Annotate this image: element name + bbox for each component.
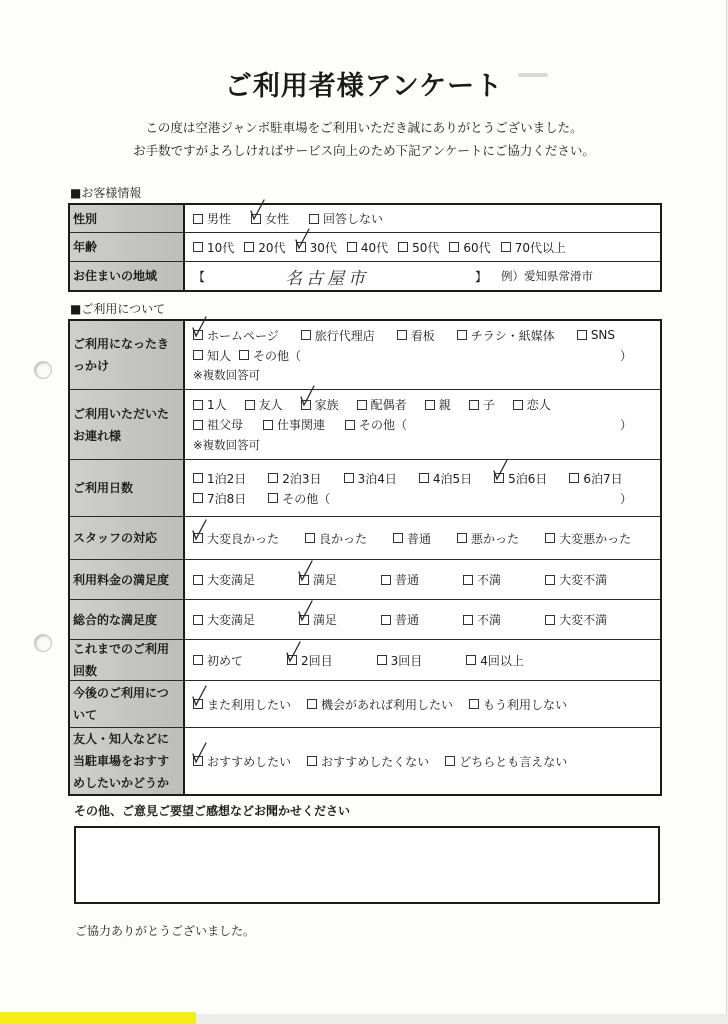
checkbox-option-label: 親 (438, 398, 451, 412)
checkbox-option[interactable] (419, 470, 472, 487)
checkbox-option-label: 30代 (309, 240, 337, 255)
checkbox-option-label: 70代以上 (514, 240, 566, 255)
checkbox-option[interactable] (577, 328, 615, 342)
checkbox-unchecked[interactable] (545, 575, 555, 585)
checkbox-option-label: 大変不満 (559, 573, 608, 587)
checkbox-option-label: 看板 (410, 328, 435, 343)
trigger-note: ※複数回答可 (193, 368, 261, 382)
checkbox-option-label: 4泊5日 (432, 471, 473, 486)
checkbox-unchecked[interactable] (449, 242, 459, 252)
checkbox-unchecked[interactable] (193, 350, 203, 360)
checkbox-option[interactable] (193, 530, 279, 547)
checkbox-checked[interactable] (193, 533, 203, 543)
future-options (193, 694, 652, 714)
overall-label: 総合的な満足度 (70, 600, 185, 639)
checkbox-unchecked[interactable] (501, 242, 511, 252)
thanks-message: ご協力ありがとうございました。 (75, 924, 256, 938)
checkbox-option[interactable] (193, 753, 291, 770)
checkbox-option-label: 3回目 (390, 653, 423, 668)
checkbox-option[interactable] (193, 652, 243, 669)
checkbox-option-label: 普通 (395, 613, 420, 627)
checkbox-option-label: その他（ (253, 348, 302, 363)
checkbox-unchecked[interactable] (193, 493, 203, 503)
checkbox-option[interactable] (301, 396, 339, 413)
customer-info-table (68, 203, 662, 292)
checkbox-unchecked[interactable] (419, 473, 429, 483)
companions-options-line1 (193, 395, 652, 415)
checkbox-unchecked[interactable] (193, 420, 203, 430)
checkbox-option[interactable] (193, 571, 255, 588)
checkbox-option[interactable] (305, 530, 367, 547)
region-handwritten-value: 名古屋市 (285, 269, 369, 289)
staff-label: スタッフの対応 (70, 517, 185, 559)
checkbox-unchecked[interactable] (577, 330, 587, 340)
recommend-row (70, 728, 660, 794)
comments-heading: その他、ご意見ご要望ご感想などお聞かせください (74, 804, 351, 818)
checkbox-option-label: おすすめしたい (207, 754, 292, 769)
checkbox-checked[interactable] (193, 330, 203, 340)
price-row (70, 560, 660, 600)
checkbox-option[interactable] (251, 210, 289, 227)
checkbox-option-label: 機会があれば利用したい (321, 697, 454, 712)
checkbox-option[interactable] (296, 239, 337, 256)
checkbox-option-label: 回答しない (323, 212, 384, 226)
overall-row (70, 600, 660, 640)
future-label: 今後のご利用について (70, 681, 185, 727)
checkbox-checked[interactable] (301, 400, 311, 410)
intro-line-2: お手数ですがよろしければサービス向上のため下記アンケートにご協力ください。 (133, 143, 595, 158)
checkbox-option[interactable] (345, 416, 407, 433)
checkbox-checked[interactable] (251, 214, 261, 224)
checkbox-option[interactable] (545, 571, 607, 588)
checkbox-checked[interactable] (299, 615, 309, 625)
checkbox-option-label: ホームページ (207, 328, 279, 343)
checkbox-option-label: その他（ (359, 418, 408, 432)
age-row (70, 233, 660, 262)
checkbox-unchecked[interactable] (425, 400, 435, 410)
checkbox-option[interactable] (344, 470, 397, 487)
checkbox-unchecked[interactable] (193, 214, 203, 224)
trigger-close-paren: ） (619, 348, 632, 363)
checkbox-option-label: 普通 (407, 531, 432, 546)
days-label: ご利用日数 (70, 460, 185, 516)
punch-hole (34, 634, 52, 652)
customer-section-heading: ■お客様情報 (70, 186, 142, 200)
usage-table (68, 319, 662, 796)
checkbox-option-label: 不満 (477, 613, 502, 627)
future-row (70, 681, 660, 728)
checkbox-option-label: どちらとも言えない (459, 754, 568, 769)
checkbox-option[interactable] (545, 530, 631, 547)
trigger-row (70, 321, 660, 390)
age-label: 年齢 (70, 233, 185, 261)
checkbox-unchecked[interactable] (457, 533, 467, 543)
checkbox-option-label: 40代 (360, 240, 389, 255)
checkbox-option-label: 不満 (477, 573, 502, 587)
checkbox-option[interactable] (193, 490, 246, 507)
usage-section-heading: ■ご利用について (70, 302, 166, 316)
checkbox-option[interactable] (469, 696, 567, 713)
checkbox-option[interactable] (357, 396, 407, 413)
checkbox-option[interactable] (268, 470, 321, 487)
checkbox-option[interactable] (193, 470, 246, 487)
checkbox-option[interactable] (193, 611, 255, 628)
checkbox-option-label: 2泊3日 (282, 471, 322, 486)
checkbox-unchecked[interactable] (357, 400, 367, 410)
checkbox-option-label: 家族 (314, 398, 339, 412)
checkbox-checked[interactable] (287, 655, 297, 665)
region-label: お住まいの地域 (70, 262, 185, 290)
checkbox-option[interactable] (193, 239, 234, 256)
checkbox-unchecked[interactable] (193, 473, 203, 483)
checkbox-option[interactable] (463, 571, 501, 588)
checkbox-option[interactable] (469, 396, 495, 413)
checkbox-unchecked[interactable] (245, 400, 255, 410)
checkbox-unchecked[interactable] (466, 655, 476, 665)
checkbox-unchecked[interactable] (393, 533, 403, 543)
checkbox-option[interactable] (545, 611, 607, 628)
checkbox-option[interactable] (449, 239, 490, 256)
recommend-options (193, 751, 652, 771)
checkbox-unchecked[interactable] (345, 420, 355, 430)
checkbox-option[interactable] (301, 327, 375, 344)
checkbox-option[interactable] (193, 327, 279, 344)
gender-options (193, 209, 652, 229)
checkbox-option-label: 大変満足 (207, 573, 256, 587)
checkbox-option[interactable] (307, 696, 453, 713)
checkbox-unchecked[interactable] (381, 575, 391, 585)
checkbox-option-label: 祖父母 (207, 418, 244, 432)
staff-row (70, 517, 660, 560)
scan-smudge (518, 73, 548, 77)
checkbox-option[interactable] (193, 347, 231, 364)
checkbox-option-label: 友人 (258, 398, 283, 412)
comments-textarea[interactable] (74, 826, 660, 904)
trigger-options-line1 (193, 325, 652, 345)
checkbox-unchecked[interactable] (381, 615, 391, 625)
checkbox-option-label: 仕事関連 (277, 418, 326, 432)
checkbox-option[interactable] (466, 652, 524, 669)
checkbox-option[interactable] (263, 416, 325, 433)
days-options-line1 (193, 468, 652, 488)
checkbox-option[interactable] (287, 652, 333, 669)
trigger-label: ご利用になったきっかけ (70, 321, 185, 389)
checkbox-option[interactable] (193, 396, 227, 413)
checkbox-unchecked[interactable] (463, 615, 473, 625)
trigger-options-line2 (193, 347, 301, 364)
visits-options (193, 650, 652, 670)
checkbox-unchecked[interactable] (193, 242, 203, 252)
checkbox-option-label: 3泊4日 (357, 471, 397, 486)
checkbox-option[interactable] (457, 530, 519, 547)
days-options-line2 (193, 490, 330, 507)
region-field[interactable] (193, 266, 652, 286)
checkbox-option[interactable] (268, 490, 330, 507)
checkbox-option-label: 50代 (412, 240, 440, 255)
checkbox-option-label: 普通 (395, 573, 420, 587)
checkbox-option-label: おすすめしたくない (321, 754, 430, 769)
checkbox-option-label: また利用したい (207, 697, 292, 712)
companions-close-paren: ） (619, 418, 632, 432)
checkbox-option[interactable] (244, 239, 285, 256)
punch-hole (34, 361, 52, 379)
checkbox-checked[interactable] (296, 242, 306, 252)
checkbox-option[interactable] (501, 239, 566, 256)
checkbox-option-label: 満足 (313, 573, 338, 587)
checkbox-option[interactable] (569, 470, 622, 487)
checkbox-unchecked[interactable] (268, 473, 278, 483)
checkbox-option-label: 配偶者 (370, 398, 407, 412)
companions-row (70, 390, 660, 460)
checkbox-option-label: 1人 (207, 398, 227, 412)
days-row (70, 460, 660, 517)
checkbox-option-label: 旅行代理店 (314, 328, 375, 343)
checkbox-option-label: 大変悪かった (559, 531, 632, 546)
checkbox-option[interactable] (445, 753, 567, 770)
checkbox-checked[interactable] (193, 699, 203, 709)
checkbox-checked[interactable] (299, 575, 309, 585)
checkbox-option[interactable] (398, 239, 439, 256)
checkbox-unchecked[interactable] (268, 493, 278, 503)
yellow-sticky-note (0, 1012, 196, 1024)
companions-options-line2 (193, 416, 407, 433)
checkbox-option-label: 満足 (313, 613, 338, 627)
checkbox-unchecked[interactable] (377, 655, 387, 665)
checkbox-unchecked[interactable] (307, 756, 317, 766)
days-close-paren: ） (619, 491, 632, 506)
checkbox-option-label: 5泊6日 (508, 471, 548, 486)
visits-row (70, 640, 660, 681)
companions-label: ご利用いただいたお連れ様 (70, 390, 185, 459)
checkbox-option[interactable] (494, 470, 547, 487)
checkbox-option-label: 女性 (265, 212, 290, 226)
checkbox-unchecked[interactable] (193, 615, 203, 625)
checkbox-unchecked[interactable] (469, 699, 479, 709)
checkbox-unchecked[interactable] (305, 533, 315, 543)
checkbox-unchecked[interactable] (469, 400, 479, 410)
checkbox-option-label: 10代 (207, 240, 235, 255)
checkbox-option-label: 6泊7日 (583, 471, 623, 486)
checkbox-option-label: 大変不満 (559, 613, 608, 627)
checkbox-unchecked[interactable] (193, 655, 203, 665)
checkbox-checked[interactable] (494, 473, 504, 483)
checkbox-option[interactable] (397, 327, 435, 344)
checkbox-option-label: 4回以上 (480, 653, 524, 668)
recommend-label: 友人・知人などに当駐車場をおすすめしたいかどうか (70, 728, 185, 794)
overall-options (193, 610, 652, 630)
checkbox-option-label: 大変良かった (207, 531, 280, 546)
age-options (193, 237, 652, 257)
region-close-bracket: 】 (475, 269, 488, 284)
checkbox-option-label: 良かった (319, 531, 368, 546)
checkbox-unchecked[interactable] (344, 473, 354, 483)
checkbox-option[interactable] (381, 611, 419, 628)
checkbox-unchecked[interactable] (263, 420, 273, 430)
checkbox-option-label: 子 (482, 398, 495, 412)
checkbox-option[interactable] (393, 530, 431, 547)
checkbox-option-label: その他（ (282, 491, 331, 506)
checkbox-option-label: 1泊2日 (207, 471, 247, 486)
checkbox-unchecked[interactable] (397, 330, 407, 340)
checkbox-option[interactable] (193, 416, 243, 433)
intro-line-1: この度は空港ジャンボ駐車場をご利用いただき誠にありがとうございました。 (145, 120, 583, 135)
checkbox-unchecked[interactable] (463, 575, 473, 585)
checkbox-option-label: 大変満足 (207, 613, 256, 627)
checkbox-option[interactable] (245, 396, 283, 413)
checkbox-unchecked[interactable] (301, 330, 311, 340)
checkbox-unchecked[interactable] (193, 575, 203, 585)
visits-label: これまでのご利用回数 (70, 640, 185, 680)
checkbox-option[interactable] (239, 347, 301, 364)
checkbox-option[interactable] (425, 396, 451, 413)
checkbox-unchecked[interactable] (545, 615, 555, 625)
gender-label: 性別 (70, 205, 185, 232)
companions-note: ※複数回答可 (193, 437, 261, 452)
page-title: ご利用者様アンケート (224, 71, 504, 102)
checkbox-option[interactable] (299, 571, 337, 588)
checkbox-unchecked[interactable] (193, 400, 203, 410)
checkbox-option[interactable] (299, 611, 337, 628)
checkbox-option[interactable] (457, 327, 555, 344)
checkbox-option-label: もう利用しない (483, 697, 568, 712)
checkbox-unchecked[interactable] (569, 473, 579, 483)
checkbox-option-label: SNS (590, 328, 616, 342)
checkbox-option-label: 60代 (463, 240, 491, 255)
checkbox-option-label: 初めて (207, 653, 244, 668)
checkbox-unchecked[interactable] (244, 242, 254, 252)
price-options (193, 570, 652, 590)
checkbox-option-label: 男性 (207, 212, 232, 226)
checkbox-unchecked[interactable] (457, 330, 467, 340)
checkbox-option-label: 悪かった (471, 531, 520, 546)
checkbox-option-label: 2回目 (301, 653, 333, 668)
checkbox-option-label: 知人 (207, 348, 232, 363)
gender-row (70, 205, 660, 233)
checkbox-option-label: 20代 (258, 240, 286, 255)
checkbox-option[interactable] (347, 239, 388, 256)
checkbox-option[interactable] (193, 210, 231, 227)
checkbox-option[interactable] (377, 652, 423, 669)
price-label: 利用料金の満足度 (70, 560, 185, 599)
checkbox-unchecked[interactable] (347, 242, 357, 252)
checkbox-unchecked[interactable] (398, 242, 408, 252)
staff-options (193, 528, 652, 548)
checkbox-option[interactable] (309, 210, 383, 227)
checkbox-option[interactable] (381, 571, 419, 588)
checkbox-option-label: 7泊8日 (207, 491, 247, 506)
checkbox-unchecked[interactable] (545, 533, 555, 543)
checkbox-checked[interactable] (193, 756, 203, 766)
checkbox-unchecked[interactable] (309, 214, 319, 224)
region-example: 例）愛知県常滑市 (501, 269, 594, 283)
checkbox-option[interactable] (513, 396, 551, 413)
checkbox-option-label: 恋人 (526, 398, 551, 412)
checkbox-option[interactable] (463, 611, 501, 628)
region-row (70, 262, 660, 290)
checkbox-option[interactable] (193, 696, 291, 713)
region-open-bracket: 【 (193, 269, 206, 284)
checkbox-option-label: チラシ・紙媒体 (470, 328, 555, 343)
checkbox-unchecked[interactable] (307, 699, 317, 709)
checkbox-option[interactable] (307, 753, 429, 770)
checkbox-unchecked[interactable] (239, 350, 249, 360)
checkbox-unchecked[interactable] (513, 400, 523, 410)
checkbox-unchecked[interactable] (445, 756, 455, 766)
